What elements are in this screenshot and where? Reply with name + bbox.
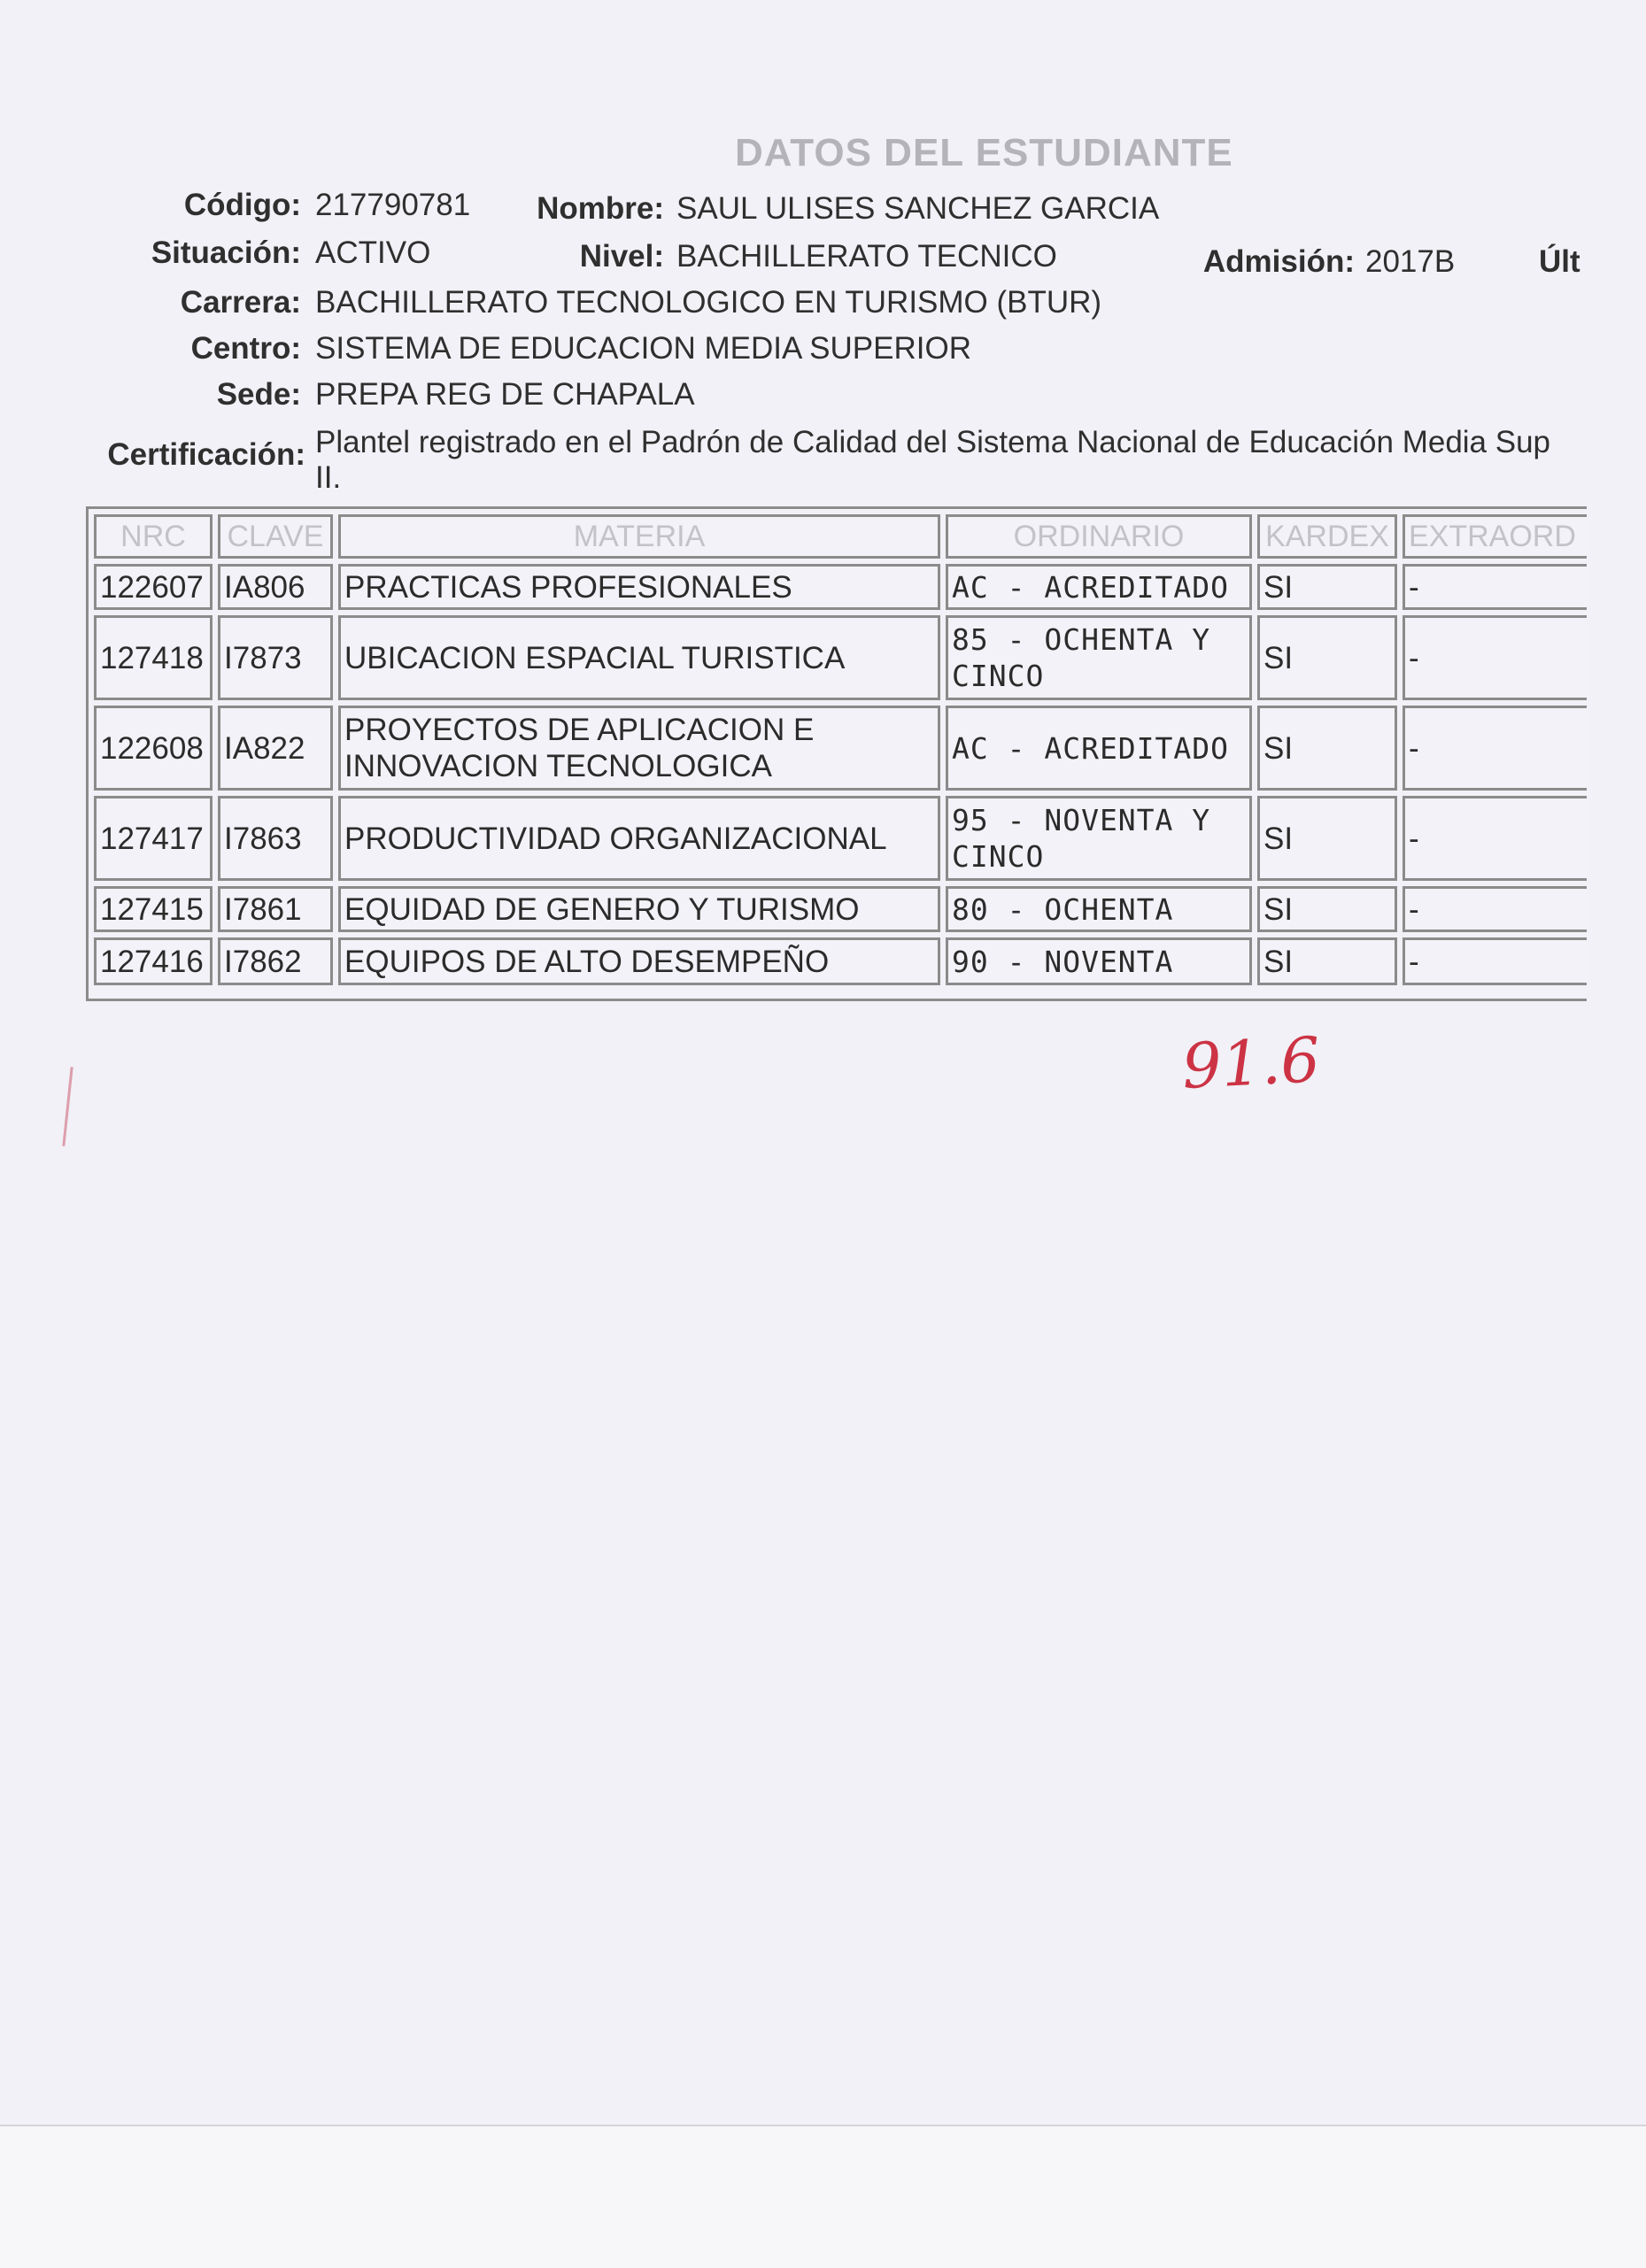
cell-ordinario: AC - ACREDITADO [946, 564, 1252, 610]
sede-value: PREPA REG DE CHAPALA [315, 377, 695, 412]
cell-clave: I7862 [218, 937, 333, 985]
cell-clave: IA806 [218, 564, 333, 610]
situacion-value: ACTIVO [315, 235, 431, 270]
handwritten-note: 91.6 [1179, 1022, 1322, 1104]
certificacion-line2: II. [315, 460, 342, 495]
codigo-value: 217790781 [315, 188, 471, 222]
cell-materia: PRACTICAS PROFESIONALES [338, 564, 940, 610]
carrera-label: Carrera: [180, 285, 301, 320]
centro-label: Centro: [190, 331, 301, 366]
cell-nrc: 127418 [94, 615, 213, 700]
cell-ordinario: 85 - OCHENTA Y CINCO [946, 615, 1252, 700]
cell-extraord: - [1403, 937, 1587, 985]
header-extraord: EXTRAORD [1403, 514, 1587, 559]
cell-ordinario: 80 - OCHENTA [946, 886, 1252, 932]
cell-nrc: 127415 [94, 886, 213, 932]
cell-kardex: SI [1257, 796, 1397, 881]
nivel-value: BACHILLERATO TECNICO [676, 239, 1057, 274]
scan-bottom-margin [0, 2125, 1646, 2268]
header-nrc: NRC [94, 514, 213, 559]
cell-clave: I7873 [218, 615, 333, 700]
certificacion-line1: Plantel registrado en el Padrón de Calidad del Sistema Nacional de Educación Media Sup [315, 425, 1551, 459]
codigo-label: Código: [183, 188, 301, 222]
cell-clave: I7863 [218, 796, 333, 881]
cell-nrc: 127416 [94, 937, 213, 985]
cell-extraord: - [1403, 564, 1587, 610]
cell-kardex: SI [1257, 886, 1397, 932]
cell-materia: UBICACION ESPACIAL TURISTICA [338, 615, 940, 700]
cell-extraord: - [1403, 615, 1587, 700]
admision-label: Admisión: [1202, 244, 1355, 279]
cell-materia: EQUIPOS DE ALTO DESEMPEÑO [338, 937, 940, 985]
cell-kardex: SI [1257, 615, 1397, 700]
cell-extraord: - [1403, 886, 1587, 932]
centro-value: SISTEMA DE EDUCACION MEDIA SUPERIOR [315, 331, 971, 366]
ultimo-label: Últ [1539, 244, 1580, 279]
cell-extraord: - [1403, 796, 1587, 881]
header-materia: MATERIA [338, 514, 940, 559]
page-title: DATOS DEL ESTUDIANTE [735, 131, 1233, 174]
cell-materia: PRODUCTIVIDAD ORGANIZACIONAL [338, 796, 940, 881]
cell-nrc: 127417 [94, 796, 213, 881]
cell-nrc: 122607 [94, 564, 213, 610]
cell-clave: I7861 [218, 886, 333, 932]
grades-table [86, 506, 1587, 1001]
cell-ordinario: 95 - NOVENTA Y CINCO [946, 796, 1252, 881]
nivel-label: Nivel: [579, 239, 664, 274]
certificacion-label: Certificación: [107, 437, 305, 472]
nombre-label: Nombre: [537, 191, 664, 226]
header-kardex: KARDEX [1257, 514, 1397, 559]
cell-kardex: SI [1257, 564, 1397, 610]
cell-kardex: SI [1257, 937, 1397, 985]
header-ordinario: ORDINARIO [946, 514, 1252, 559]
cell-ordinario: AC - ACREDITADO [946, 706, 1252, 791]
pen-mark [62, 1067, 73, 1146]
admision-value: 2017B [1365, 244, 1456, 279]
header-clave: CLAVE [218, 514, 333, 559]
cell-kardex: SI [1257, 706, 1397, 791]
cell-clave: IA822 [218, 706, 333, 791]
cell-extraord: - [1403, 706, 1587, 791]
situacion-label: Situación: [151, 235, 301, 270]
cell-ordinario: 90 - NOVENTA [946, 937, 1252, 985]
cell-materia: PROYECTOS DE APLICACION E INNOVACION TECNOLOGICA [338, 706, 940, 791]
cell-nrc: 122608 [94, 706, 213, 791]
sede-label: Sede: [216, 377, 301, 412]
carrera-value: BACHILLERATO TECNOLOGICO EN TURISMO (BTUR) [315, 285, 1102, 320]
cell-materia: EQUIDAD DE GENERO Y TURISMO [338, 886, 940, 932]
nombre-value: SAUL ULISES SANCHEZ GARCIA [676, 191, 1160, 226]
